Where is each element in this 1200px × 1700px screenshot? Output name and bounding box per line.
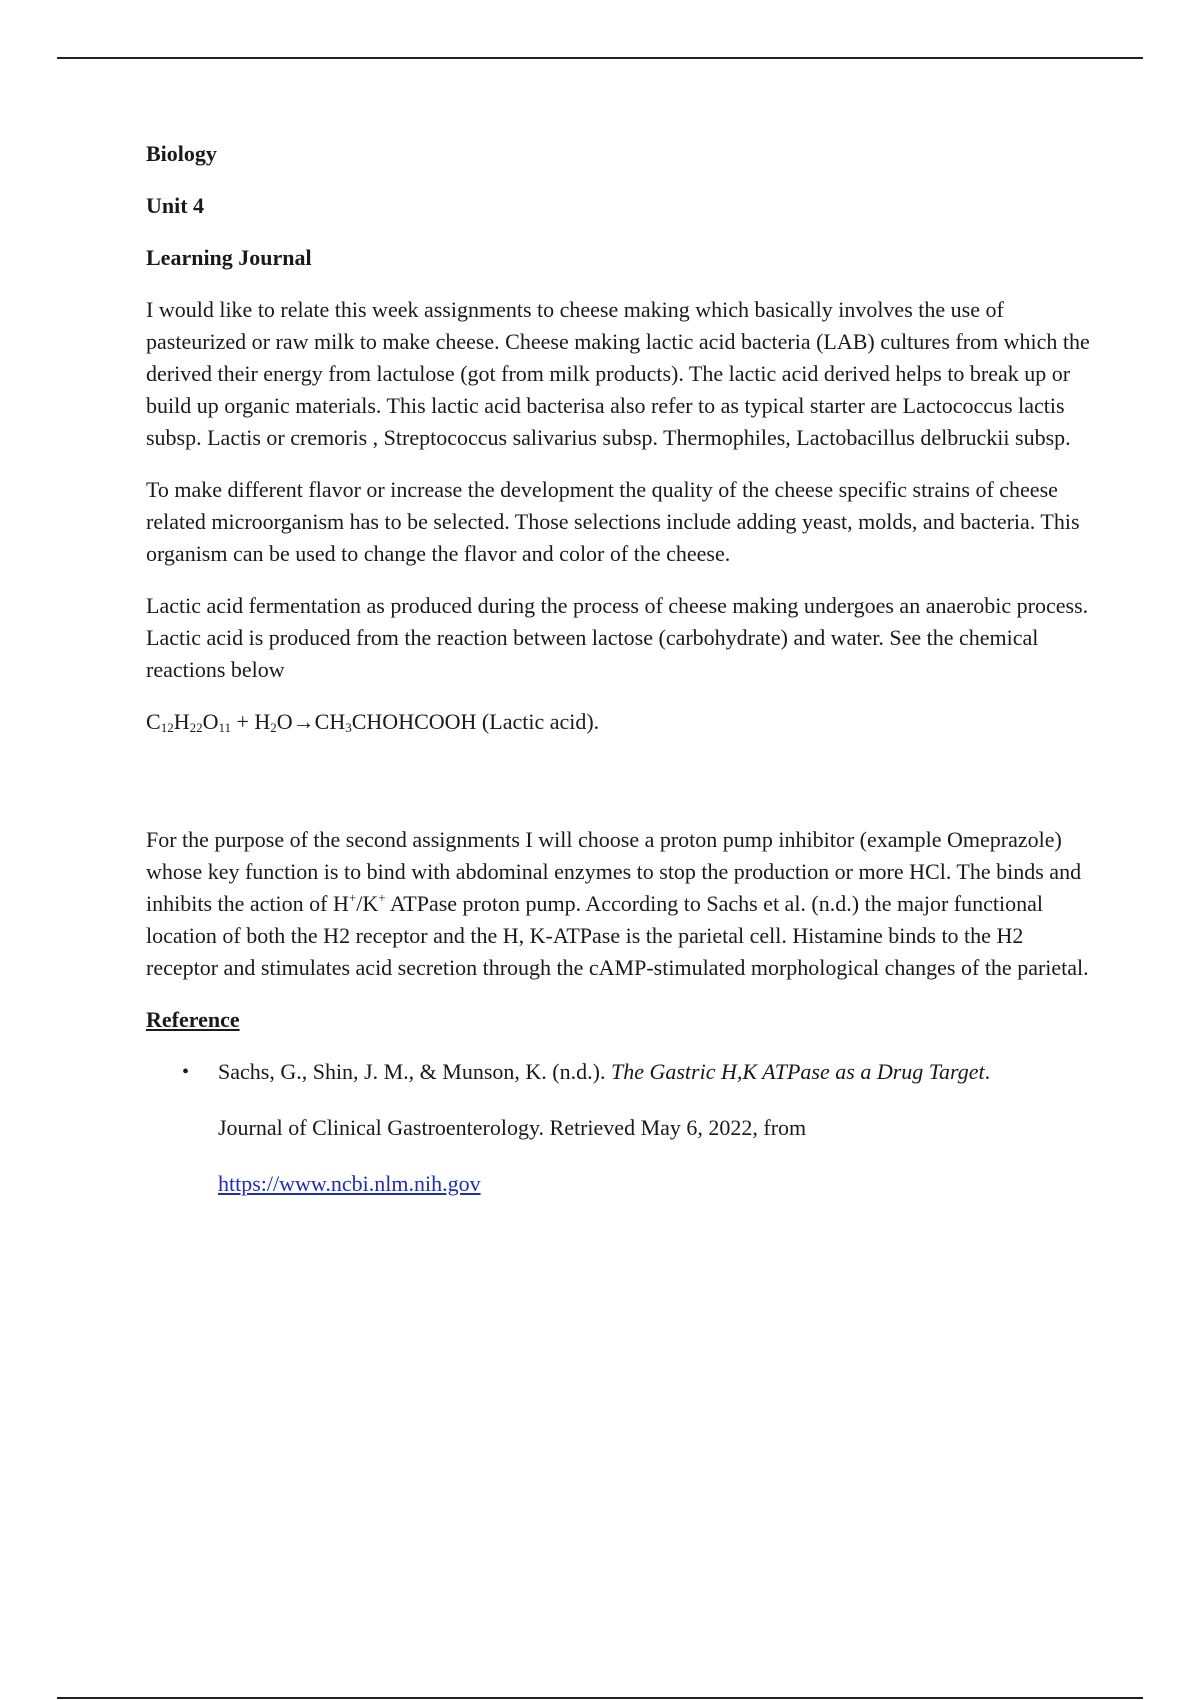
subject-heading: Biology <box>146 141 217 166</box>
chemical-equation <box>146 706 1096 738</box>
paragraph-fermentation: Lactic acid fermentation as produced during the process of cheese making undergoes an anaerobic process. Lactic acid is produced from the reaction between lactose (carbohydrate) and water. See the chemical reactions below <box>146 593 1089 682</box>
eq-h: H <box>173 709 190 734</box>
pp-text-after: ATPase proton pump. According to Sachs et al. (n.d.) the major functional location of both the H2 receptor and the H, K-ATPase is the parietal cell. Histamine binds to the H2 receptor and stimulates acid secretion through the cAMP-stimulated morphological changes of the parietal. <box>146 891 1089 980</box>
reference-link-line <box>218 1168 1096 1200</box>
unit-heading: Unit 4 <box>146 193 205 218</box>
eq-o-sub: 11 <box>218 720 231 735</box>
eq-plus-h: + H <box>231 709 271 734</box>
reference-title: The Gastric H,K ATPase as a Drug Target <box>610 1059 985 1084</box>
reference-heading: Reference <box>146 1007 240 1032</box>
eq-arrow: O→CH <box>276 709 346 734</box>
journal-title: Learning Journal <box>146 245 312 270</box>
bottom-rule <box>57 1697 1143 1699</box>
reference-list <box>146 1056 1096 1200</box>
pp-text-before: For the purpose of the second assignments I will choose a proton pump inhibitor (example Omeprazole) whose key function is to bind with abdominal enzymes to stop the production or more HCl. The binds and inhibits the action of H <box>146 827 1082 916</box>
eq-c: C <box>146 709 161 734</box>
top-rule <box>57 57 1143 59</box>
reference-journal: Journal of Clinical Gastroenterology. Retrieved May 6, 2022, from <box>218 1115 807 1140</box>
paragraph-flavor: To make different flavor or increase the development the quality of the cheese specific strains of cheese related microorganism has to be selected. Those selections include adding yeast, molds, and bacteria. This organism can be used to change the flavor and color of the cheese. <box>146 477 1080 566</box>
eq-ch3-sub: 3 <box>345 720 352 735</box>
reference-link[interactable]: https://www.ncbi.nlm.nih.gov <box>218 1171 481 1196</box>
pp-sup-2: + <box>378 890 386 905</box>
pp-text-middle: /K <box>356 891 379 916</box>
eq-c-sub: 12 <box>160 720 174 735</box>
eq-water-sub: 2 <box>270 720 277 735</box>
eq-h-sub: 22 <box>189 720 203 735</box>
paragraph-cheese-making: I would like to relate this week assignments to cheese making which basically involves the use of pasteurized or raw milk to make cheese. Cheese making lactic acid bacteria (LAB) cultures from which the derived their energy from lactulose (got from milk products). The lactic acid derived helps to break up or build up organic materials. This lactic acid bacterisa also refer to as typical starter are Lactococcus lactis subsp. Lactis or cremoris , Streptococcus salivarius subsp. Thermophiles, Lactobacillus delbruckii subsp. <box>146 297 1090 450</box>
eq-product: CHOHCOOH (Lactic acid). <box>351 709 600 734</box>
pp-sup-1: + <box>348 890 357 905</box>
reference-authors: Sachs, G., Shin, J. M., & Munson, K. (n.d.). <box>218 1059 611 1084</box>
reference-citation <box>218 1056 1096 1088</box>
bullet-icon: • <box>182 1061 190 1083</box>
eq-o: O <box>202 709 219 734</box>
reference-title-end: . <box>984 1059 991 1084</box>
paragraph-proton-pump <box>146 824 1096 984</box>
document-body <box>146 138 1096 1224</box>
